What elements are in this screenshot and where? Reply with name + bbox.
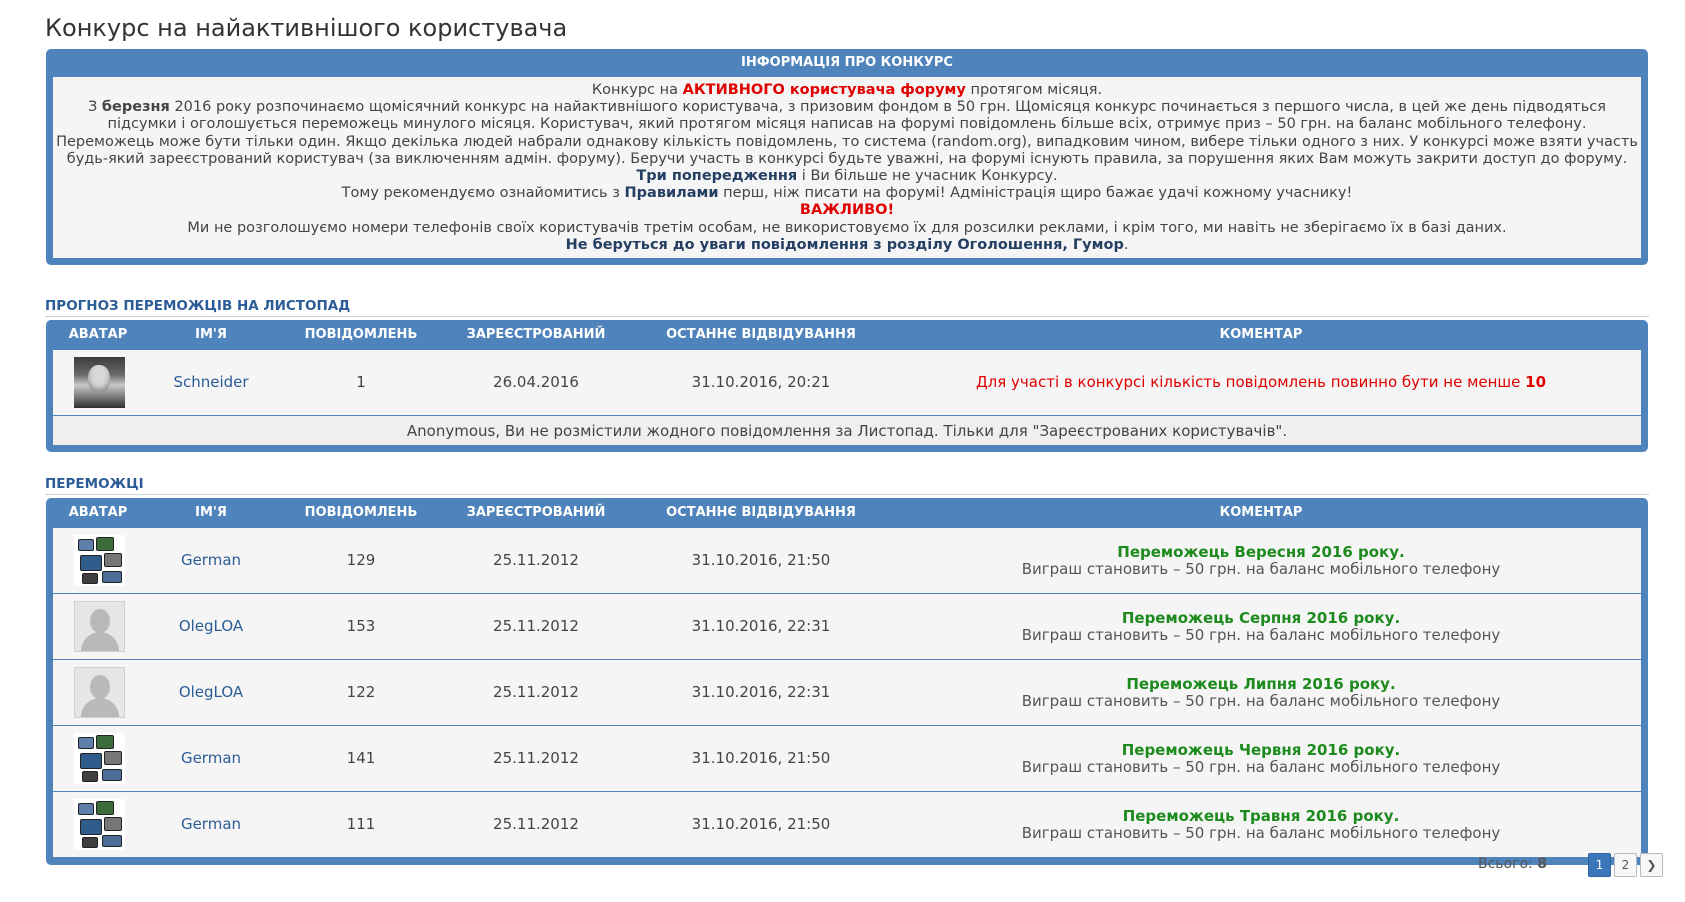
user-name-link[interactable]: German bbox=[180, 815, 242, 833]
prize-text: Виграш становить – 50 грн. на баланс мобільного телефону bbox=[1021, 758, 1501, 776]
contest-info-body bbox=[53, 77, 1641, 258]
registered-date: 25.11.2012 bbox=[493, 551, 579, 569]
winners-table bbox=[46, 498, 1648, 865]
table-row bbox=[53, 792, 1641, 857]
last-visit: 31.10.2016, 22:31 bbox=[691, 683, 831, 701]
last-visit: 31.10.2016, 21:50 bbox=[691, 749, 831, 767]
chevron-right-icon: ❯ bbox=[1646, 858, 1657, 872]
user-name-link[interactable]: German bbox=[180, 551, 242, 569]
last-visit: 31.10.2016, 22:31 bbox=[691, 617, 831, 635]
important-label: ВАЖЛИВО! bbox=[799, 202, 895, 219]
avatar[interactable] bbox=[74, 535, 125, 586]
registered-date: 25.11.2012 bbox=[493, 815, 579, 833]
user-name-link[interactable]: German bbox=[180, 749, 242, 767]
forecast-table bbox=[46, 320, 1648, 452]
column-header-comment: КОМЕНТАР bbox=[1219, 327, 1303, 342]
prize-text: Виграш становить – 50 грн. на баланс мобільного телефону bbox=[1021, 560, 1501, 578]
registered-date: 25.11.2012 bbox=[493, 617, 579, 635]
last-visit: 31.10.2016, 20:21 bbox=[691, 373, 831, 391]
table-row bbox=[53, 350, 1641, 415]
message-count: 129 bbox=[346, 551, 376, 569]
registered-date: 25.11.2012 bbox=[493, 749, 579, 767]
prize-text: Виграш становить – 50 грн. на баланс мобільного телефону bbox=[1021, 692, 1501, 710]
column-header-avatar: АВАТАР bbox=[68, 327, 128, 342]
avatar[interactable] bbox=[74, 733, 125, 784]
rules-link[interactable]: Правилами bbox=[624, 185, 719, 202]
registered-date: 26.04.2016 bbox=[493, 373, 579, 391]
page-2-button[interactable]: 2 bbox=[1614, 853, 1637, 877]
column-header-name: ІМ'Я bbox=[195, 505, 227, 520]
anonymous-note-row bbox=[53, 416, 1641, 445]
avatar[interactable] bbox=[74, 667, 125, 718]
table-row bbox=[53, 594, 1641, 659]
divider bbox=[45, 316, 1649, 317]
contest-info-header: ІНФОРМАЦІЯ ПРО КОНКУРС bbox=[741, 55, 953, 70]
table-header bbox=[46, 498, 1648, 528]
winner-title: Переможець Травня 2016 року. bbox=[1122, 807, 1400, 825]
next-page-button[interactable] bbox=[1640, 853, 1663, 877]
last-visit: 31.10.2016, 21:50 bbox=[691, 815, 831, 833]
column-header-last-visit: ОСТАННЄ ВІДВІДУВАННЯ bbox=[666, 505, 856, 520]
requirement-comment: Для участі в конкурсі кількість повідомлень повинно бути не менше 10 bbox=[975, 373, 1547, 391]
message-count: 111 bbox=[346, 815, 376, 833]
column-header-messages: ПОВІДОМЛЕНЬ bbox=[304, 327, 418, 342]
anonymous-note: Anonymous, Ви не розмістили жодного повідомлення за Листопад. Тільки для "Зареєстрованих користувачів". bbox=[406, 422, 1288, 440]
page-title: Конкурс на найактивнішого користувача bbox=[45, 14, 568, 42]
message-count: 153 bbox=[346, 617, 376, 635]
user-name-link[interactable]: OlegLOA bbox=[178, 617, 244, 635]
info-line: Три попередження і Ви більше не учасник Конкурсу. bbox=[636, 168, 1058, 185]
page-1-button[interactable]: 1 bbox=[1588, 853, 1611, 877]
total-count: Всього: 8 bbox=[1478, 856, 1547, 872]
info-line: З березня 2016 року розпочинаємо щомісячний конкурс на найактивнішого користувача, з призовим фондом в 50 грн. Щомісяця конкурс починається з першого числа, в цей же день підводяться підсумки і оголошується переможець минулого місяця. Користувач, який протягом місяця написав на форумі повідомлень більше всіх, отримує приз – 50 грн. на баланс мобільного телефону. bbox=[88, 99, 1606, 133]
winner-title: Переможець Серпня 2016 року. bbox=[1121, 609, 1401, 627]
avatar[interactable] bbox=[74, 357, 125, 408]
column-header-comment: КОМЕНТАР bbox=[1219, 505, 1303, 520]
info-line: Тому рекомендуємо ознайомитись з Правилами перш, ніж писати на форумі! Адміністрація щиро бажає удачі кожному учаснику! bbox=[341, 185, 1353, 202]
avatar[interactable] bbox=[74, 799, 125, 850]
winner-title: Переможець Вересня 2016 року. bbox=[1117, 543, 1405, 561]
info-line: Не беруться до уваги повідомлення з розділу Оголошення, Гумор. bbox=[565, 236, 1129, 253]
user-name-link[interactable]: OlegLOA bbox=[178, 683, 244, 701]
forecast-section-title: ПРОГНОЗ ПЕРЕМОЖЦІВ НА ЛИСТОПАД bbox=[45, 298, 351, 314]
column-header-name: ІМ'Я bbox=[195, 327, 227, 342]
column-header-registered: ЗАРЕЄСТРОВАНИЙ bbox=[466, 505, 606, 520]
winner-title: Переможець Червня 2016 року. bbox=[1121, 741, 1401, 759]
prize-text: Виграш становить – 50 грн. на баланс мобільного телефону bbox=[1021, 626, 1501, 644]
column-header-last-visit: ОСТАННЄ ВІДВІДУВАННЯ bbox=[666, 327, 856, 342]
last-visit: 31.10.2016, 21:50 bbox=[691, 551, 831, 569]
table-row bbox=[53, 528, 1641, 593]
info-line: Конкурс на АКТИВНОГО користувача форуму протягом місяця. bbox=[591, 82, 1103, 98]
table-row bbox=[53, 726, 1641, 791]
user-name-link[interactable]: Schneider bbox=[173, 373, 249, 391]
winner-title: Переможець Липня 2016 року. bbox=[1126, 675, 1396, 693]
winners-section-title: ПЕРЕМОЖЦІ bbox=[45, 476, 144, 492]
info-line: Ми не розголошуємо номери телефонів своїх користувачів третім особам, не використовуємо їх для розсилки реклами, і крім того, ми навіть не зберігаємо їх в базі даних. bbox=[187, 219, 1507, 236]
message-count: 122 bbox=[346, 683, 376, 701]
table-header bbox=[46, 320, 1648, 350]
column-header-avatar: АВАТАР bbox=[68, 505, 128, 520]
column-header-registered: ЗАРЕЄСТРОВАНИЙ bbox=[466, 327, 606, 342]
message-count: 141 bbox=[346, 749, 376, 767]
info-line: Переможець може бути тільки один. Якщо декілька людей набрали однакову кількість повідомлень, то система (random.org), випадковим чином, вибере тільки одного з них. У конкурсі може взяти участь будь-який зареєстрований користувач (за виключенням адмін. форуму). Беручи участь в конкурсі будьте уважні, на форумі існують правила, за порушення яких Вам можуть закрити доступ до форуму. bbox=[56, 133, 1638, 167]
message-count: 1 bbox=[356, 373, 366, 391]
registered-date: 25.11.2012 bbox=[493, 683, 579, 701]
contest-info-panel bbox=[46, 49, 1648, 265]
prize-text: Виграш становить – 50 грн. на баланс мобільного телефону bbox=[1021, 824, 1501, 842]
avatar[interactable] bbox=[74, 601, 125, 652]
divider bbox=[45, 494, 1649, 495]
column-header-messages: ПОВІДОМЛЕНЬ bbox=[304, 505, 418, 520]
table-row bbox=[53, 660, 1641, 725]
